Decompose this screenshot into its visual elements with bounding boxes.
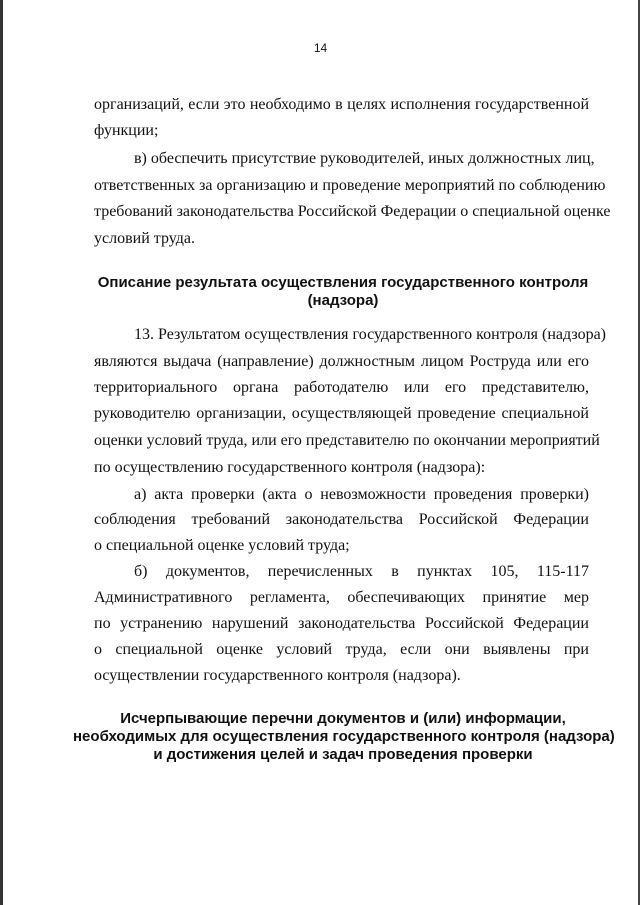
paragraph-line: организаций, если это необходимо в целях исполнения государственной (94, 96, 589, 113)
paragraph-line: требований законодательства Российской Федерации о специальной оценке (94, 203, 611, 220)
paragraph-line: условий труда. (94, 230, 195, 247)
paragraph-line: Административного регламента, обеспечивающих принятие мер (94, 589, 589, 606)
section-heading: необходимых для осуществления государственного контроля (надзора) (73, 728, 615, 745)
paragraph-line: в) обеспечить присутствие руководителей, иных должностных лиц, (134, 150, 595, 167)
paragraph-line: руководителю организации, осуществляющей проведение специальной (94, 405, 589, 422)
paragraph-line: о специальной оценке условий труда, если они выявлены при (94, 641, 589, 658)
paragraph-line: ответственных за организацию и проведение мероприятий по соблюдению (94, 177, 606, 194)
paragraph-line: б) документов, перечисленных в пунктах 105, 115-117 (134, 563, 589, 580)
paragraph-line: функции; (94, 122, 159, 139)
page-number: 14 (313, 41, 328, 55)
paragraph-line: являются выдача (направление) должностным лицом Роструда или его (94, 353, 589, 370)
paragraph-line: соблюдения требований законодательства Российской Федерации (94, 511, 589, 528)
section-heading: Исчерпывающие перечни документов и (или) информации, (120, 710, 566, 727)
section-heading: и достижения целей и задач проведения проверки (153, 746, 533, 763)
paragraph-line: территориального органа работодателю или его представителю, (94, 379, 589, 396)
paragraph-line: о специальной оценке условий труда; (94, 537, 350, 554)
paragraph-line: а) акта проверки (акта о невозможности проведения проверки) (134, 486, 589, 503)
paragraph-line: по осуществлению государственного контроля (надзора): (94, 459, 486, 476)
section-heading: (надзора) (307, 292, 379, 309)
paragraph-line: по устранению нарушений законодательства Российской Федерации (94, 615, 589, 632)
paragraph-line: 13. Результатом осуществления государственного контроля (надзора) (134, 326, 606, 343)
paragraph-line: осуществлении государственного контроля (надзора). (94, 667, 461, 684)
paragraph-line: оценки условий труда, или его представителю по окончании мероприятий (94, 432, 600, 449)
section-heading: Описание результата осуществления государственного контроля (97, 274, 589, 291)
